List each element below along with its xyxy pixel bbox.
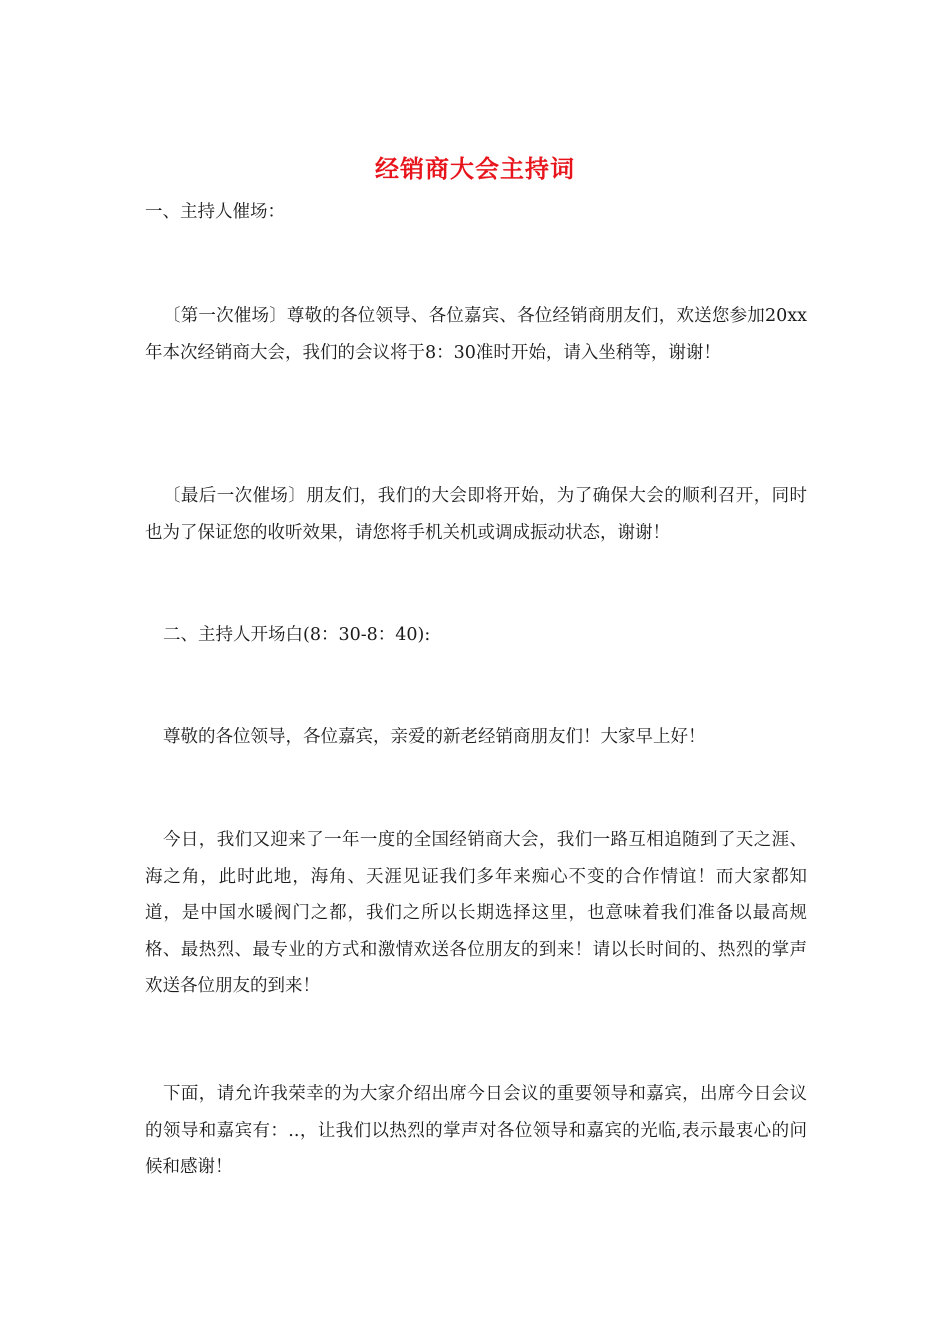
paragraph-last-call: 〔最后一次催场〕朋友们，我们的大会即将开始，为了确保大会的顺利召开，同时也为了保证您的收听效果，请您将手机关机或调成振动状态，谢谢！ xyxy=(145,486,807,543)
paragraph-greeting: 尊敬的各位领导，各位嘉宾，亲爱的新老经销商朋友们！大家早上好！ xyxy=(163,727,706,747)
section-heading-opening-remarks: 二、主持人开场白(8：30-8：40): xyxy=(163,625,431,645)
paragraph-introduce-guests: 下面，请允许我荣幸的为大家介绍出席今日会议的重要领导和嘉宾，出席今日会议的领导和嘉宾有：..，让我们以热烈的掌声对各位领导和嘉宾的光临,表示最衷心的问候和感谢！ xyxy=(145,1084,807,1177)
paragraph-welcome: 今日，我们又迎来了一年一度的全国经销商大会，我们一路互相追随到了天之涯、海之角，此时此地，海角、天涯见证我们多年来痴心不变的合作情谊！而大家都知道，是中国水暖阀门之都，我们之所以长期选择这里，也意味着我们准备以最高规格、最热烈、最专业的方式和激情欢送各位朋友的到来！请以长时间的、热烈的掌声欢送各位朋友的到来！ xyxy=(145,830,807,996)
paragraph-first-call: 〔第一次催场〕尊敬的各位领导、各位嘉宾、各位经销商朋友们，欢送您参加20xx年本次经销商大会，我们的会议将于8：30准时开始，请入坐稍等，谢谢！ xyxy=(145,306,807,363)
section-heading-host-call: 一、主持人催场： xyxy=(145,202,285,222)
document-title: 经销商大会主持词 xyxy=(375,154,575,183)
